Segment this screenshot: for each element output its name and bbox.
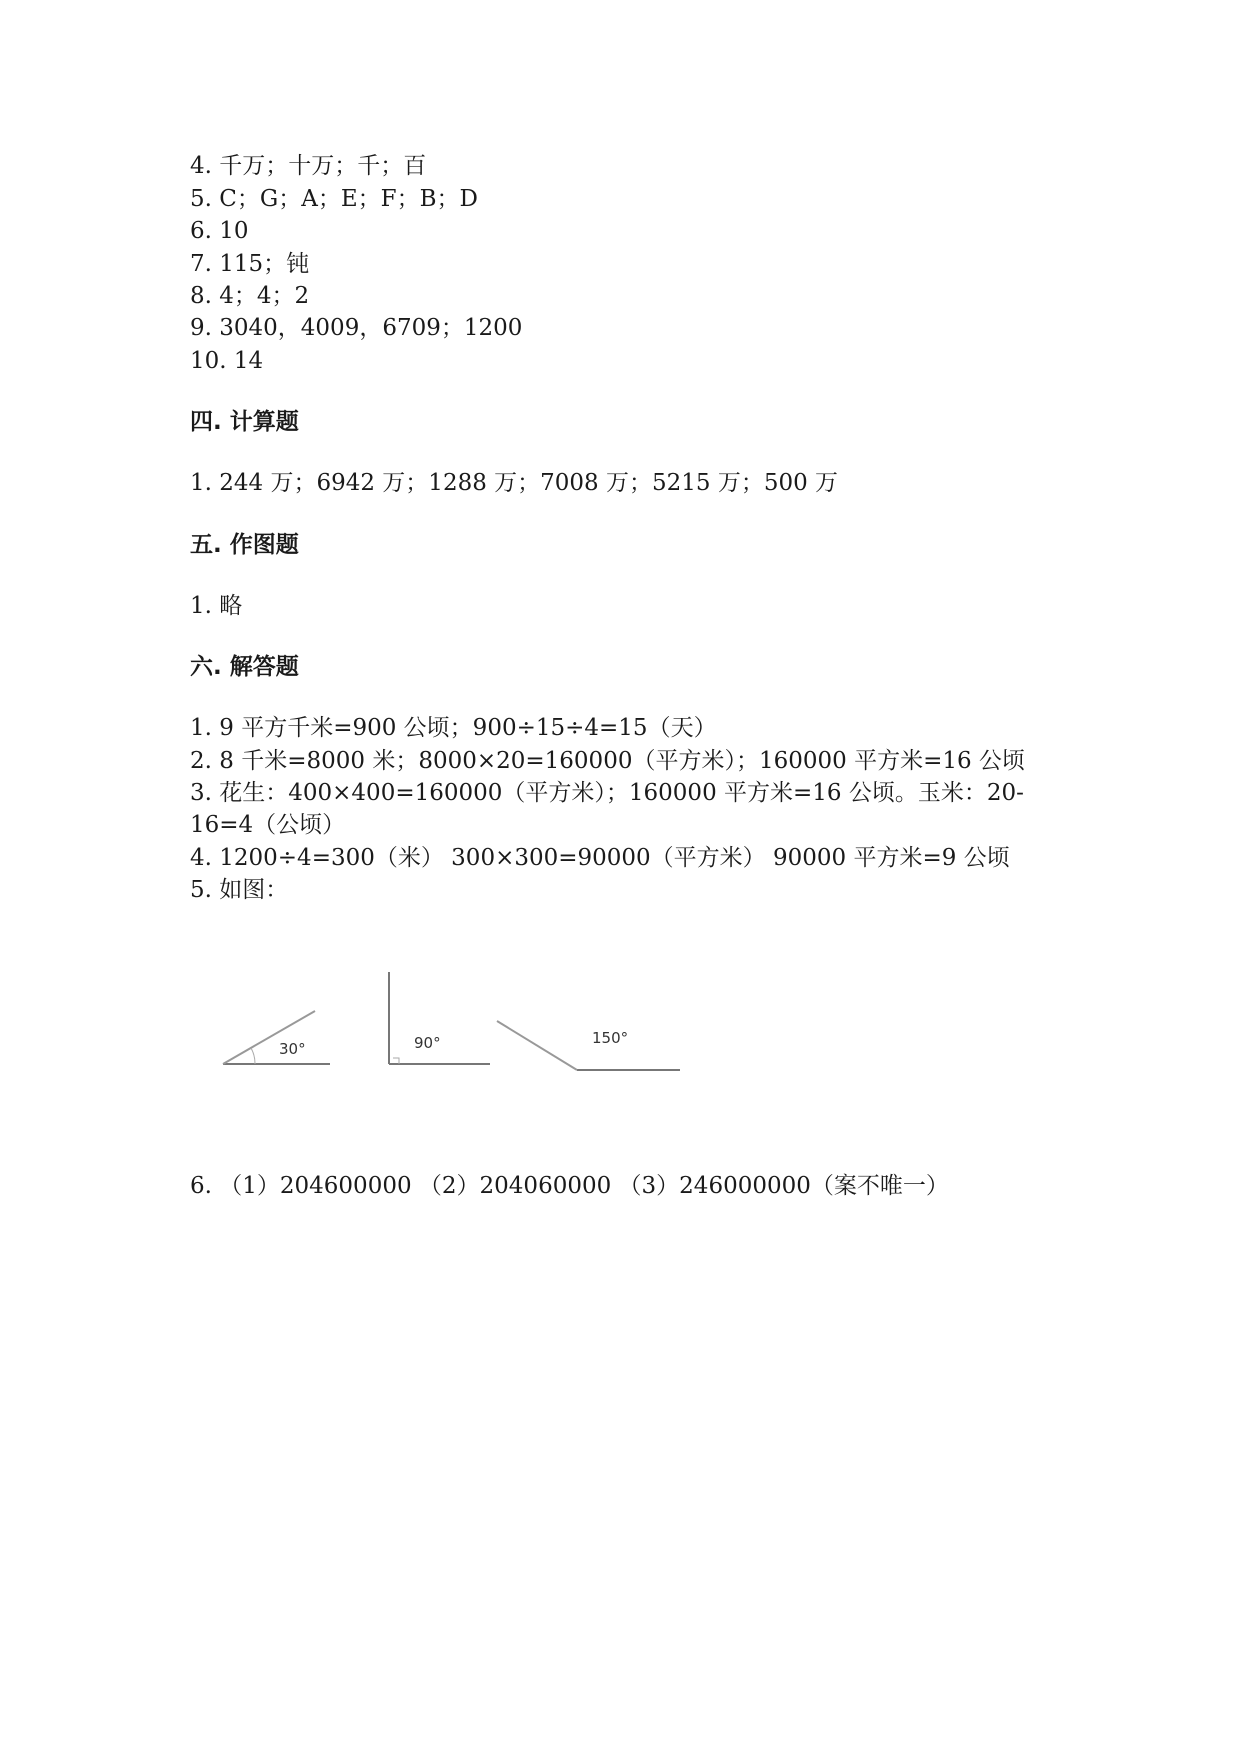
angles-figure (200, 960, 720, 1090)
answer-3-4: 4. 千万；十万；千；百 (190, 153, 427, 179)
answer-3-10: 10. 14 (190, 348, 264, 374)
answer-6-2: 2. 8 千米=8000 米；8000×20=160000（平方米）；160000 平方米=16 公顷 (190, 748, 1025, 774)
angles-svg (200, 960, 720, 1090)
answer-6-5: 5. 如图： (190, 877, 289, 903)
angle-30-label: 30° (279, 1040, 306, 1058)
section-heading-drawing: 五. 作图题 (190, 532, 299, 558)
answer-3-6: 6. 10 (190, 218, 249, 244)
section-heading-calculation: 四. 计算题 (190, 409, 299, 435)
angle-30-arc (251, 1048, 255, 1064)
angle-150-ray (497, 1021, 577, 1070)
answer-4-1: 1. 244 万；6942 万；1288 万；7008 万；5215 万；500 万 (190, 470, 839, 496)
answer-6-4: 4. 1200÷4=300（米） 300×300=90000（平方米） 90000 平方米=9 公顷 (190, 845, 1010, 871)
angle-150-drawing (497, 1021, 680, 1070)
answer-3-7: 7. 115；钝 (190, 251, 310, 277)
angle-150-label: 150° (592, 1029, 629, 1047)
angle-90-label: 90° (414, 1034, 441, 1052)
answer-6-1: 1. 9 平方千米=900 公顷；900÷15÷4=15（天） (190, 715, 717, 741)
answer-5-1: 1. 略 (190, 593, 243, 619)
answer-6-3b: 16=4（公顷） (190, 812, 346, 838)
answer-6-6: 6. （1）204600000 （2）204060000 （3）246000000（案不唯一） (190, 1173, 949, 1199)
answer-3-9: 9. 3040，4009，6709；1200 (190, 315, 523, 341)
section-heading-solutions: 六. 解答题 (190, 654, 299, 680)
answer-3-5: 5. C；G；A；E；F；B；D (190, 186, 478, 212)
angle-90-drawing (389, 972, 490, 1064)
answer-6-3a: 3. 花生：400×400=160000（平方米）；160000 平方米=16 公顷。玉米：20- (190, 780, 1024, 806)
answer-3-8: 8. 4；4；2 (190, 283, 310, 309)
angle-30-drawing (223, 1011, 330, 1064)
